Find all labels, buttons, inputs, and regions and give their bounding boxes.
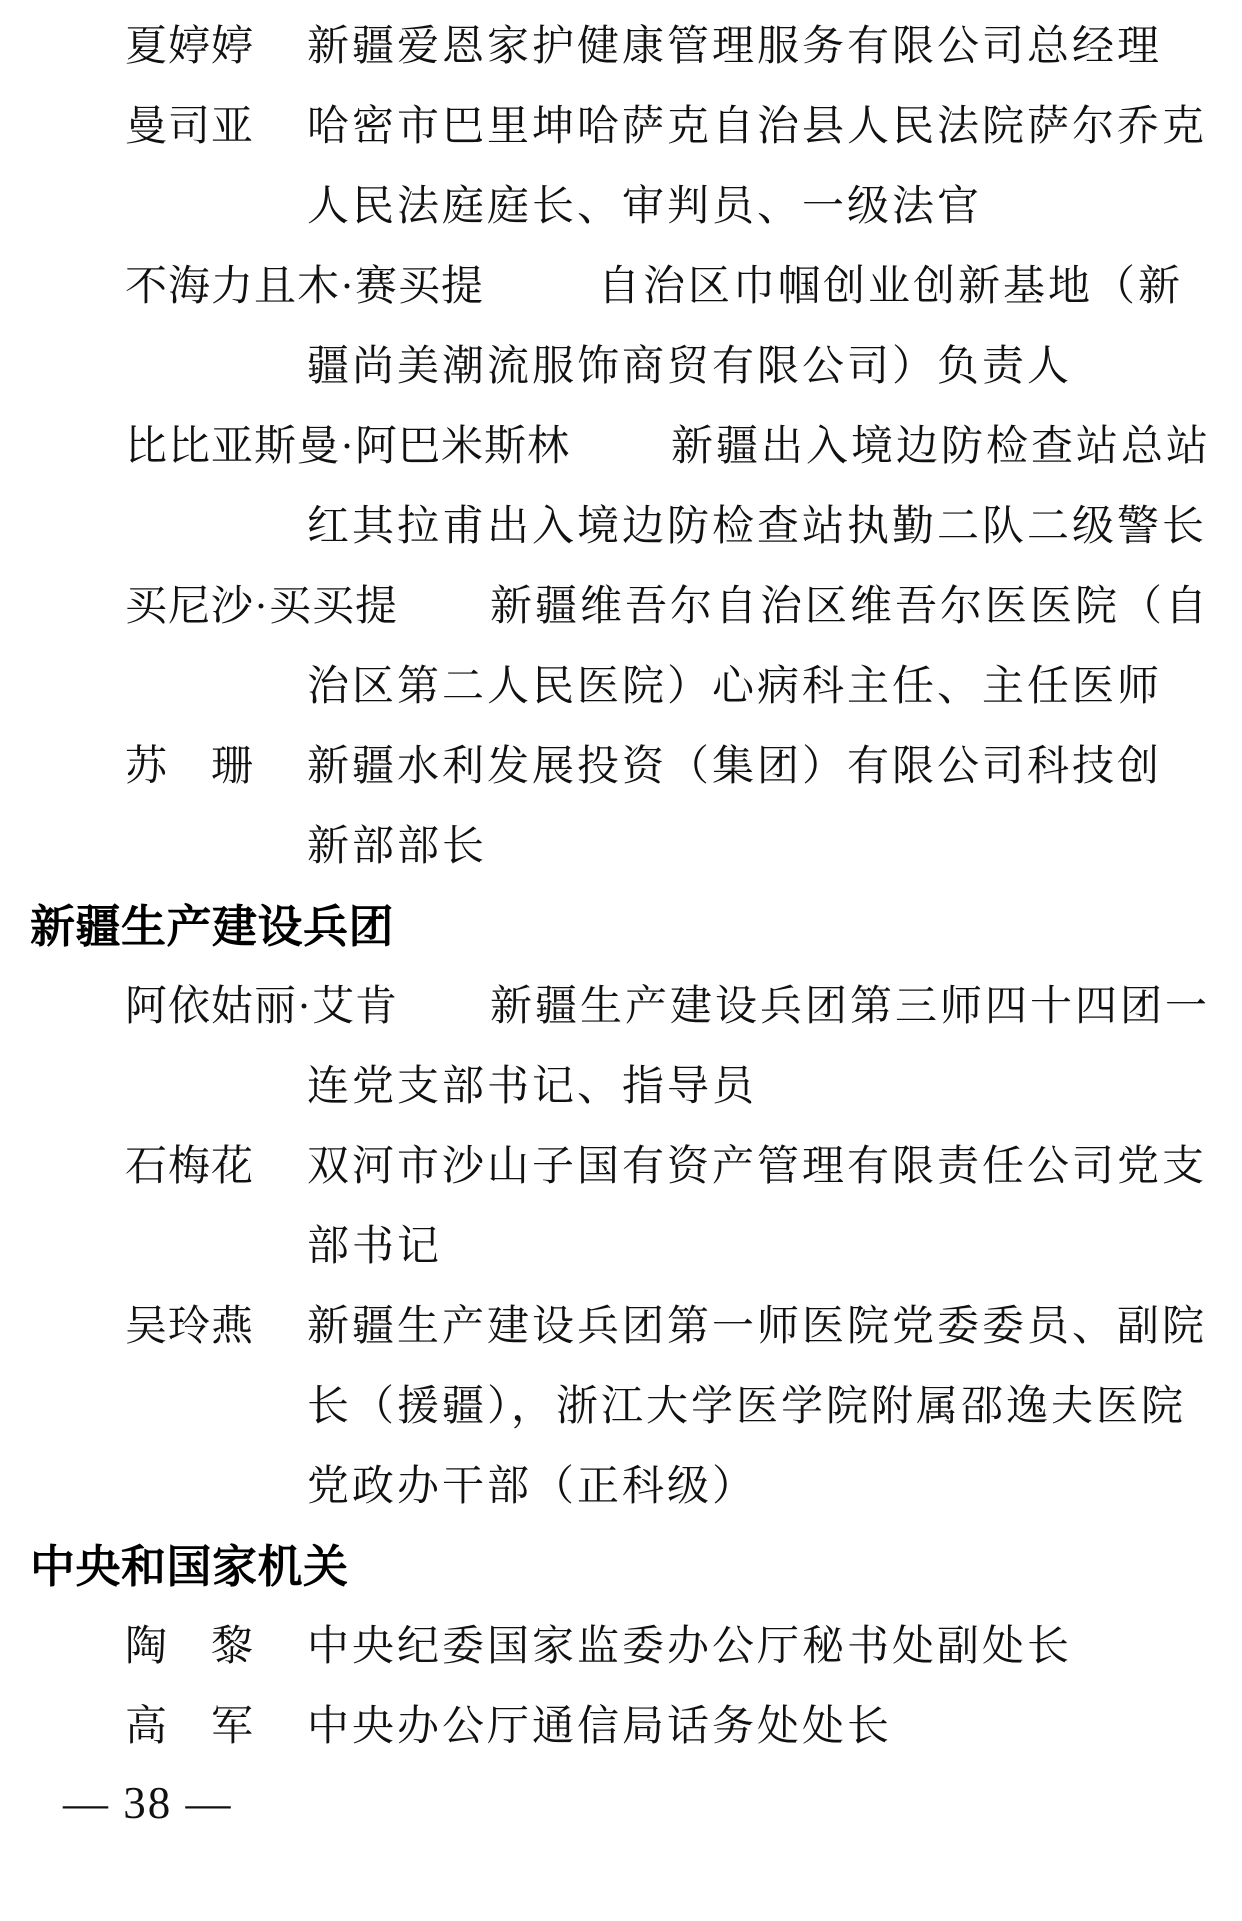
section-xpcc <box>0 887 1242 1527</box>
person-title-line: 新疆水利发展投资（集团）有限公司科技创 <box>307 744 1163 790</box>
section-heading: 中央和国家机关 <box>30 1541 349 1592</box>
person-name: 不海力且木·赛买提 <box>125 264 484 310</box>
person-name: 夏婷婷 <box>125 24 255 70</box>
person-title-line: 哈密市巴里坤哈萨克自治县人民法院萨尔乔克 <box>307 104 1208 150</box>
section-xinjiang-continued <box>0 7 1242 887</box>
person-title-line: 中央办公厅通信局话务处处长 <box>307 1704 893 1750</box>
person-title-line: 治区第二人民医院）心病科主任、主任医师 <box>307 664 1163 710</box>
person-title-line: 新部部长 <box>307 824 488 870</box>
person-name: 陶 黎 <box>125 1624 255 1670</box>
person-title-line: 党政办干部（正科级） <box>307 1464 758 1510</box>
person-title-line: 新疆生产建设兵团第三师四十四团一 <box>490 984 1211 1030</box>
person-name: 买尼沙·买买提 <box>125 584 398 630</box>
person-title-line: 疆尚美潮流服饰商贸有限公司）负责人 <box>307 344 1073 390</box>
list-item <box>0 1607 1242 1687</box>
list-item <box>0 727 1242 887</box>
person-name: 高 军 <box>125 1704 255 1750</box>
section-central-state-organs <box>0 1527 1242 1767</box>
list-item <box>0 407 1242 567</box>
person-title-line: 自治区巾帼创业创新基地（新 <box>598 264 1184 310</box>
person-title-line: 新疆爱恩家护健康管理服务有限公司总经理 <box>307 24 1163 70</box>
list-item <box>0 567 1242 727</box>
list-item <box>0 247 1242 407</box>
person-title-line: 双河市沙山子国有资产管理有限责任公司党支 <box>307 1144 1208 1190</box>
person-title-line: 长（援疆），浙江大学医学院附属邵逸夫医院 <box>307 1384 1187 1430</box>
person-title-line: 红其拉甫出入境边防检查站执勤二队二级警长 <box>307 504 1208 550</box>
person-title-line: 新疆生产建设兵团第一师医院党委委员、副院 <box>307 1304 1208 1350</box>
list-item <box>0 7 1242 87</box>
person-title-line: 人民法庭庭长、审判员、一级法官 <box>307 184 983 230</box>
person-name: 曼司亚 <box>125 104 255 150</box>
person-name: 吴玲燕 <box>125 1304 255 1350</box>
list-item <box>0 87 1242 247</box>
person-title-line: 新疆出入境边防检查站总站 <box>671 424 1212 470</box>
list-item <box>0 967 1242 1127</box>
person-title-line: 连党支部书记、指导员 <box>307 1064 758 1110</box>
person-title-line: 新疆维吾尔自治区维吾尔医医院（自 <box>490 584 1211 630</box>
list-item <box>0 1127 1242 1287</box>
list-item <box>0 1287 1242 1527</box>
person-name: 石梅花 <box>125 1144 255 1190</box>
person-title-line: 部书记 <box>307 1224 443 1270</box>
person-title-line: 中央纪委国家监委办公厅秘书处副处长 <box>307 1624 1073 1670</box>
page-number: — 38 — <box>63 1778 233 1828</box>
list-item <box>0 1687 1242 1767</box>
section-heading: 新疆生产建设兵团 <box>30 901 395 952</box>
person-name: 阿依姑丽·艾肯 <box>125 984 398 1030</box>
person-name: 比比亚斯曼·阿巴米斯林 <box>125 424 570 470</box>
person-name: 苏 珊 <box>125 744 255 790</box>
